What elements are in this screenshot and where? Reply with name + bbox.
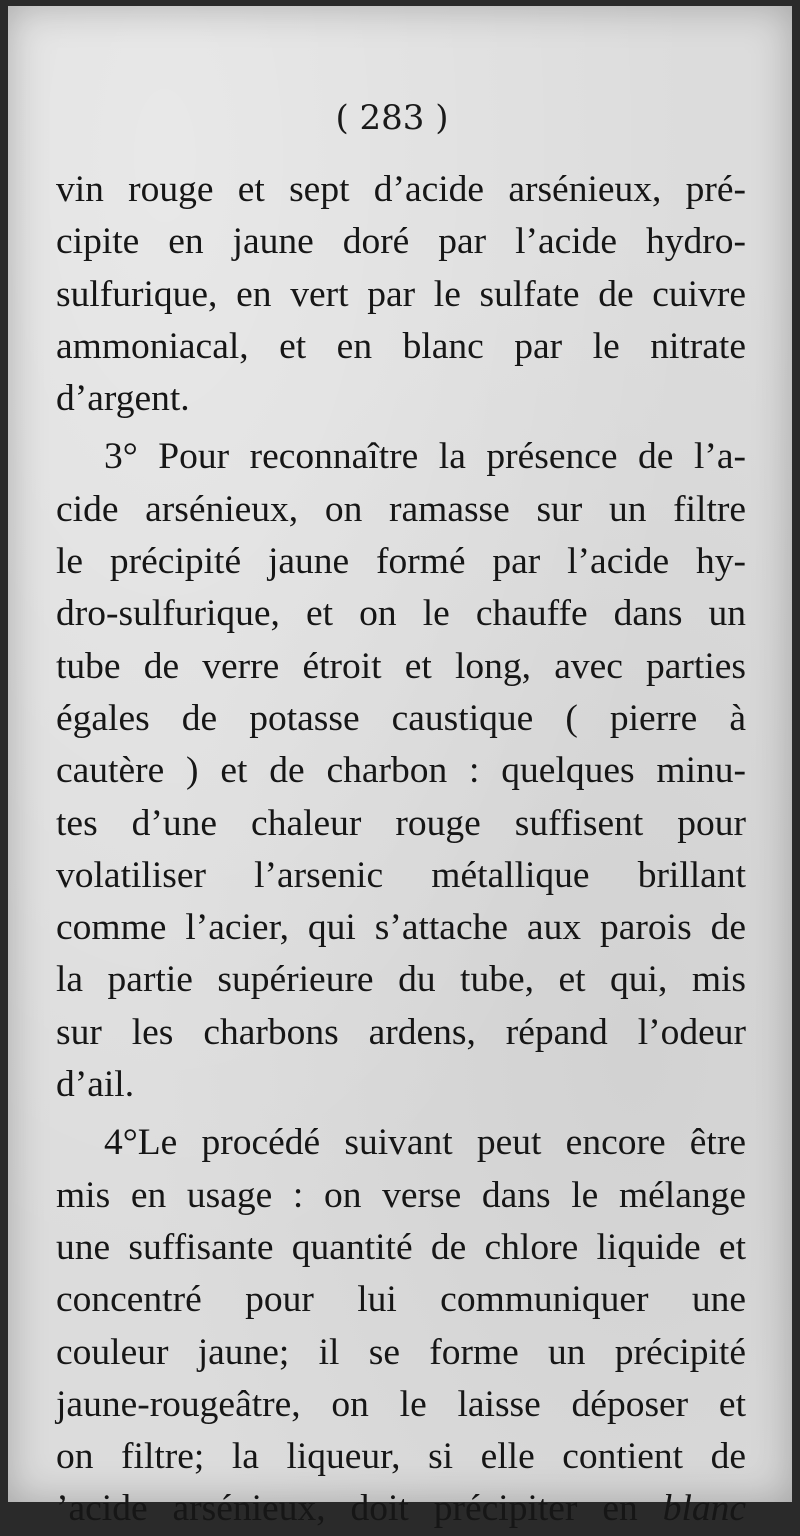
text-line: volatiliser l’arsenic métallique brillant (56, 854, 746, 896)
text-line: 3° Pour reconnaître la présence de l’a- (104, 436, 746, 478)
text-line: le précipité jaune formé par l’acide hy- (56, 541, 746, 583)
text-line-final (56, 1483, 746, 1535)
text-line: couleur jaune; il se forme un précipité (56, 1331, 746, 1373)
text-line: ammoniacal, et en blanc par le nitrate (56, 325, 746, 367)
page-number: ( 283 ) (335, 98, 449, 138)
paragraph (56, 431, 746, 1111)
text-line: cipite en jaune doré par l’acide hydro- (56, 221, 746, 263)
text-line: sur les charbons ardens, répand l’odeur (56, 1011, 746, 1053)
paragraph (56, 1117, 746, 1535)
text-line: vin rouge et sept d’acide arsénieux, pré- (56, 169, 746, 210)
text-line: mis en usage : on verse dans le mélange (56, 1174, 746, 1216)
text-line: concentré pour lui communiquer une (56, 1279, 746, 1321)
paragraph (56, 164, 746, 425)
text-line: la partie supérieure du tube, et qui, mis (56, 959, 746, 1001)
text-line: cautère ) et de charbon : quelques minu- (56, 750, 746, 792)
text-line: d’ail. (56, 1064, 135, 1106)
text-line: comme l’acier, qui s’attache aux parois de (56, 907, 746, 949)
book-page (8, 6, 792, 1530)
text-line: dro-sulfurique, et on le chauffe dans un (56, 593, 746, 635)
text-line: égales de potasse caustique ( pierre à (56, 697, 746, 739)
body-text (56, 164, 746, 1536)
text-line: jaune-rougeâtre, on le laisse déposer et (56, 1383, 746, 1425)
text-line: 4°Le procédé suivant peut encore être (104, 1122, 746, 1164)
italic-word: blanc (662, 1488, 747, 1530)
text-line: d’argent. (56, 378, 190, 420)
text-line: tes d’une chaleur rouge suffisent pour (56, 802, 746, 844)
text-line-final-start: ’acide arsénieux, doit précipiter en (56, 1488, 638, 1530)
text-line: sulfurique, en vert par le sulfate de cuivre (56, 273, 746, 315)
text-line: tube de verre étroit et long, avec parties (56, 645, 746, 687)
text-line: une suffisante quantité de chlore liquide et (56, 1226, 746, 1268)
text-line: on filtre; la liqueur, si elle contient de (56, 1436, 746, 1478)
text-line: cide arsénieux, on ramasse sur un filtre (56, 488, 746, 530)
